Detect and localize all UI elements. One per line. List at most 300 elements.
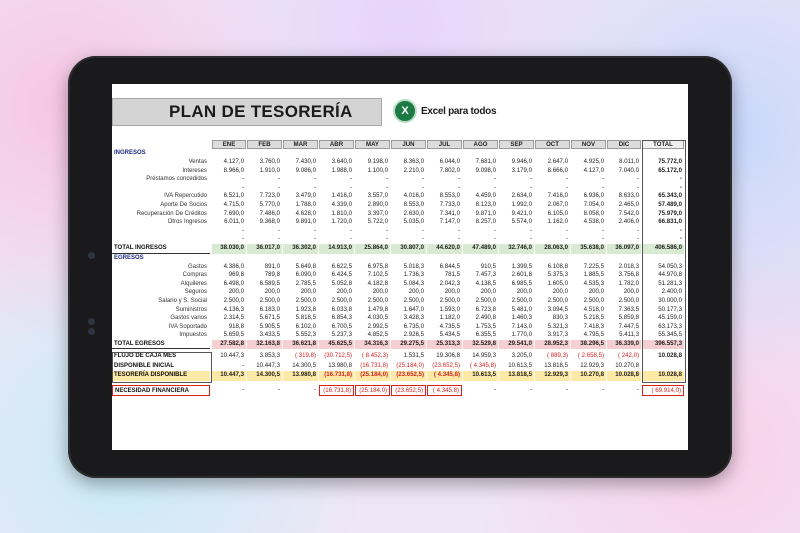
month-cell[interactable]: 2.500,0: [475, 296, 496, 304]
month-cell[interactable]: 2.490,8: [475, 314, 496, 322]
month-cell[interactable]: (25.184,0): [391, 362, 426, 372]
month-cell[interactable]: 4.386,0: [223, 262, 244, 270]
month-cell[interactable]: 2.500,0: [223, 296, 244, 304]
month-cell[interactable]: 2.042,3: [439, 279, 460, 287]
month-cell[interactable]: ( 2.658,5): [571, 352, 606, 362]
column-header[interactable]: MAR: [283, 140, 318, 149]
month-cell[interactable]: 6.090,0: [295, 271, 316, 279]
month-cell[interactable]: 5.770,0: [259, 201, 280, 208]
month-cell[interactable]: 36.621,8: [283, 340, 318, 350]
month-cell[interactable]: -: [277, 385, 280, 393]
month-cell[interactable]: 6.735,0: [403, 322, 424, 330]
month-cell[interactable]: 200,0: [516, 288, 532, 296]
month-cell[interactable]: 36.302,0: [283, 244, 318, 254]
month-cell[interactable]: 7.723,0: [259, 192, 280, 200]
month-cell[interactable]: 8.966,0: [223, 166, 244, 174]
total-cell[interactable]: -: [679, 235, 682, 243]
month-cell[interactable]: 9.198,0: [367, 158, 388, 165]
month-cell[interactable]: -: [313, 175, 316, 183]
month-cell[interactable]: 12.929,3: [535, 371, 570, 381]
month-cell[interactable]: -: [421, 226, 424, 234]
month-cell[interactable]: 2.890,0: [367, 201, 388, 208]
month-cell[interactable]: ( 4.345,8): [427, 371, 462, 381]
month-cell[interactable]: 13.980,8: [283, 371, 318, 381]
month-cell[interactable]: 781,5: [444, 271, 460, 279]
month-cell[interactable]: 1.885,5: [583, 271, 604, 279]
month-cell[interactable]: -: [277, 226, 280, 234]
month-cell[interactable]: (30.712,5): [319, 352, 354, 362]
total-cell[interactable]: 55.345,5: [658, 331, 682, 339]
month-cell[interactable]: -: [349, 235, 352, 243]
month-cell[interactable]: 1.416,0: [331, 192, 352, 200]
month-cell[interactable]: 1.992,0: [511, 201, 532, 208]
month-cell[interactable]: (23.652,5): [391, 385, 426, 396]
month-cell[interactable]: ( 242,0): [607, 352, 641, 362]
month-cell[interactable]: 5.574,0: [511, 218, 532, 226]
month-cell[interactable]: 969,8: [228, 271, 244, 279]
month-cell[interactable]: ( 319,8): [283, 352, 318, 362]
month-cell[interactable]: 9.891,0: [295, 218, 316, 226]
month-cell[interactable]: 7.363,5: [618, 305, 639, 313]
month-cell[interactable]: -: [421, 175, 424, 183]
month-cell[interactable]: 2.634,0: [511, 192, 532, 200]
month-cell[interactable]: 10.028,8: [607, 371, 641, 381]
month-cell[interactable]: 28.063,0: [535, 244, 570, 254]
month-cell[interactable]: -: [529, 235, 532, 243]
month-cell[interactable]: 9.871,0: [475, 209, 496, 217]
total-cell[interactable]: 54.050,3: [658, 262, 682, 270]
month-cell[interactable]: 7.802,0: [439, 166, 460, 174]
month-cell[interactable]: 2.647,0: [547, 158, 568, 165]
month-cell[interactable]: 3.179,0: [511, 166, 532, 174]
month-cell[interactable]: -: [277, 235, 280, 243]
month-cell[interactable]: 6.033,8: [331, 305, 352, 313]
month-cell[interactable]: 5.084,3: [403, 279, 424, 287]
month-cell[interactable]: 2.500,0: [367, 296, 388, 304]
month-cell[interactable]: -: [421, 183, 424, 191]
total-cell[interactable]: 65.343,0: [658, 192, 682, 200]
month-cell[interactable]: 2.500,0: [511, 296, 532, 304]
month-cell[interactable]: -: [241, 183, 244, 191]
month-cell[interactable]: -: [636, 183, 639, 191]
month-cell[interactable]: 4.136,3: [223, 305, 244, 313]
month-cell[interactable]: 1.460,3: [511, 314, 532, 322]
month-cell[interactable]: 34.316,3: [355, 340, 390, 350]
month-cell[interactable]: 1.810,0: [331, 209, 352, 217]
month-cell[interactable]: 8.058,0: [583, 209, 604, 217]
month-cell[interactable]: 13.980,8: [319, 362, 354, 372]
month-cell[interactable]: 200,0: [408, 288, 424, 296]
month-cell[interactable]: 8.553,0: [403, 201, 424, 208]
month-cell[interactable]: 25.313,3: [427, 340, 462, 350]
month-cell[interactable]: (23.652,5): [391, 371, 426, 381]
month-cell[interactable]: ( 889,3): [535, 352, 570, 362]
month-cell[interactable]: 6.700,5: [331, 322, 352, 330]
month-cell[interactable]: 27.582,8: [212, 340, 246, 350]
total-cell[interactable]: 57.489,0: [658, 201, 682, 208]
month-cell[interactable]: 4.030,5: [367, 314, 388, 322]
month-cell[interactable]: (25.184,0): [355, 371, 390, 381]
month-cell[interactable]: -: [493, 385, 496, 393]
total-cell[interactable]: 65.172,0: [658, 166, 682, 174]
month-cell[interactable]: 5.671,5: [259, 314, 280, 322]
month-cell[interactable]: 1.399,5: [511, 262, 532, 270]
month-cell[interactable]: (23.652,5): [427, 362, 462, 372]
month-cell[interactable]: 25.864,0: [355, 244, 390, 254]
month-cell[interactable]: 6.723,8: [475, 305, 496, 313]
month-cell[interactable]: 5.375,3: [547, 271, 568, 279]
month-cell[interactable]: 10.613,5: [499, 362, 534, 372]
month-cell[interactable]: 29.541,0: [499, 340, 534, 350]
month-cell[interactable]: -: [493, 226, 496, 234]
month-cell[interactable]: 47.489,0: [463, 244, 498, 254]
total-cell[interactable]: 396.557,3: [642, 340, 684, 350]
month-cell[interactable]: -: [636, 175, 639, 183]
column-header[interactable]: ABR: [319, 140, 354, 149]
month-cell[interactable]: 7.430,0: [295, 158, 316, 165]
month-cell[interactable]: 8.666,0: [547, 166, 568, 174]
total-cell[interactable]: 51.281,3: [658, 279, 682, 287]
month-cell[interactable]: 1.736,3: [403, 271, 424, 279]
month-cell[interactable]: 6.844,5: [439, 262, 460, 270]
month-cell[interactable]: 9.368,0: [259, 218, 280, 226]
month-cell[interactable]: (16.731,8): [355, 362, 390, 372]
month-cell[interactable]: 910,5: [480, 262, 496, 270]
month-cell[interactable]: 4.459,0: [475, 192, 496, 200]
month-cell[interactable]: 8.633,0: [618, 192, 639, 200]
month-cell[interactable]: 3.397,0: [367, 209, 388, 217]
month-cell[interactable]: -: [313, 385, 316, 393]
month-cell[interactable]: -: [636, 226, 639, 234]
month-cell[interactable]: 6.108,8: [547, 262, 568, 270]
month-cell[interactable]: 5.237,3: [331, 331, 352, 339]
month-cell[interactable]: 918,8: [228, 322, 244, 330]
month-cell[interactable]: -: [529, 385, 532, 393]
month-cell[interactable]: -: [601, 183, 604, 191]
month-cell[interactable]: 6.975,8: [367, 262, 388, 270]
month-cell[interactable]: 45.625,5: [319, 340, 354, 350]
month-cell[interactable]: 19.306,8: [427, 352, 462, 362]
month-cell[interactable]: (16.731,8): [319, 385, 354, 396]
month-cell[interactable]: 4.182,8: [367, 279, 388, 287]
month-cell[interactable]: 2.500,0: [547, 296, 568, 304]
total-cell[interactable]: 63.173,3: [658, 322, 682, 330]
month-cell[interactable]: -: [636, 385, 639, 393]
month-cell[interactable]: 5.052,8: [331, 279, 352, 287]
month-cell[interactable]: 7.542,0: [618, 209, 639, 217]
column-header[interactable]: TOTAL: [642, 140, 684, 149]
month-cell[interactable]: 3.917,3: [547, 331, 568, 339]
month-cell[interactable]: -: [313, 226, 316, 234]
month-cell[interactable]: 1.100,0: [367, 166, 388, 174]
month-cell[interactable]: 6.622,5: [331, 262, 352, 270]
total-cell[interactable]: 75.979,0: [658, 209, 682, 217]
month-cell[interactable]: 14.959,3: [463, 352, 498, 362]
month-cell[interactable]: -: [241, 385, 244, 393]
month-cell[interactable]: -: [565, 235, 568, 243]
month-cell[interactable]: 891,0: [264, 262, 280, 270]
month-cell[interactable]: 4.016,0: [403, 192, 424, 200]
month-cell[interactable]: 7.457,3: [475, 271, 496, 279]
month-cell[interactable]: 5.649,8: [295, 262, 316, 270]
month-cell[interactable]: -: [349, 226, 352, 234]
column-header[interactable]: DIC: [607, 140, 641, 149]
month-cell[interactable]: 7.341,0: [439, 209, 460, 217]
month-cell[interactable]: 7.733,0: [439, 201, 460, 208]
total-cell[interactable]: -: [679, 183, 682, 191]
total-cell[interactable]: 44.970,8: [658, 271, 682, 279]
month-cell[interactable]: 2.926,5: [403, 331, 424, 339]
month-cell[interactable]: 3.756,8: [618, 271, 639, 279]
month-cell[interactable]: -: [457, 235, 460, 243]
month-cell[interactable]: 6.985,5: [511, 279, 532, 287]
month-cell[interactable]: 7.225,5: [583, 262, 604, 270]
month-cell[interactable]: 1.782,0: [618, 279, 639, 287]
month-cell[interactable]: -: [241, 226, 244, 234]
column-header[interactable]: FEB: [247, 140, 282, 149]
month-cell[interactable]: 32.163,8: [247, 340, 282, 350]
month-cell[interactable]: 830,3: [552, 314, 568, 322]
month-cell[interactable]: 4.127,0: [223, 158, 244, 165]
month-cell[interactable]: -: [457, 175, 460, 183]
month-cell[interactable]: 1.593,0: [439, 305, 460, 313]
total-cell[interactable]: -: [679, 175, 682, 183]
month-cell[interactable]: -: [385, 175, 388, 183]
month-cell[interactable]: 4.538,0: [583, 218, 604, 226]
month-cell[interactable]: 7.416,0: [547, 192, 568, 200]
month-cell[interactable]: 5.552,3: [295, 331, 316, 339]
month-cell[interactable]: 2.601,8: [511, 271, 532, 279]
month-cell[interactable]: 1.988,0: [331, 166, 352, 174]
month-cell[interactable]: -: [457, 226, 460, 234]
month-cell[interactable]: 3.094,5: [547, 305, 568, 313]
month-cell[interactable]: 4.795,5: [583, 331, 604, 339]
month-cell[interactable]: 4.925,0: [583, 158, 604, 165]
month-cell[interactable]: 6.183,0: [259, 305, 280, 313]
month-cell[interactable]: ( 4.345,8): [463, 362, 498, 372]
month-cell[interactable]: -: [241, 235, 244, 243]
month-cell[interactable]: 2.500,0: [583, 296, 604, 304]
month-cell[interactable]: 1.720,0: [331, 218, 352, 226]
month-cell[interactable]: 7.418,3: [583, 322, 604, 330]
month-cell[interactable]: 2.210,0: [403, 166, 424, 174]
month-cell[interactable]: 36.017,0: [247, 244, 282, 254]
month-cell[interactable]: 2.992,5: [367, 322, 388, 330]
month-cell[interactable]: 200,0: [444, 288, 460, 296]
month-cell[interactable]: 7.102,5: [367, 271, 388, 279]
total-cell[interactable]: 2.400,0: [661, 288, 682, 296]
month-cell[interactable]: 10.447,3: [212, 352, 246, 362]
month-cell[interactable]: 5.722,0: [367, 218, 388, 226]
month-cell[interactable]: 200,0: [336, 288, 352, 296]
month-cell[interactable]: 5.411,3: [619, 331, 639, 339]
month-cell[interactable]: 5.818,5: [295, 314, 316, 322]
month-cell[interactable]: 7.690,0: [223, 209, 244, 217]
month-cell[interactable]: 4.628,0: [295, 209, 316, 217]
month-cell[interactable]: 3.640,0: [331, 158, 352, 165]
month-cell[interactable]: 13.818,5: [499, 371, 534, 381]
month-cell[interactable]: 6.011,0: [224, 218, 244, 226]
month-cell[interactable]: 7.054,0: [583, 201, 604, 208]
month-cell[interactable]: 4.127,0: [583, 166, 604, 174]
total-cell[interactable]: 10.028,8: [642, 371, 684, 381]
month-cell[interactable]: 7.681,0: [475, 158, 496, 165]
column-header[interactable]: JUL: [427, 140, 462, 149]
month-cell[interactable]: 36.339,0: [607, 340, 641, 350]
month-cell[interactable]: 1.182,0: [439, 314, 460, 322]
month-cell[interactable]: 200,0: [264, 288, 280, 296]
month-cell[interactable]: 29.275,5: [391, 340, 426, 350]
total-cell[interactable]: 406.586,0: [642, 244, 684, 254]
month-cell[interactable]: 7.143,0: [511, 322, 532, 330]
total-cell[interactable]: 45.159,0: [658, 314, 682, 322]
month-cell[interactable]: 2.018,3: [618, 262, 639, 270]
month-cell[interactable]: 7.040,0: [618, 166, 639, 174]
month-cell[interactable]: 5.859,8: [618, 314, 639, 322]
month-cell[interactable]: 1.788,0: [295, 201, 316, 208]
month-cell[interactable]: 8.257,0: [475, 218, 496, 226]
month-cell[interactable]: 200,0: [372, 288, 388, 296]
column-header[interactable]: NOV: [571, 140, 606, 149]
month-cell[interactable]: 4.518,0: [583, 305, 604, 313]
month-cell[interactable]: -: [349, 175, 352, 183]
month-cell[interactable]: 6.102,0: [295, 322, 316, 330]
month-cell[interactable]: 3.760,0: [259, 158, 280, 165]
month-cell[interactable]: 8.553,0: [439, 192, 460, 200]
month-cell[interactable]: -: [313, 235, 316, 243]
month-cell[interactable]: 5.035,0: [403, 218, 424, 226]
month-cell[interactable]: -: [636, 235, 639, 243]
month-cell[interactable]: 8.123,0: [475, 201, 496, 208]
month-cell[interactable]: 8.011,0: [619, 158, 639, 165]
month-cell[interactable]: 1.910,0: [259, 166, 280, 174]
month-cell[interactable]: 6.936,0: [583, 192, 604, 200]
month-cell[interactable]: 1.923,8: [295, 305, 316, 313]
month-cell[interactable]: 9.098,0: [475, 166, 496, 174]
column-header[interactable]: OCT: [535, 140, 570, 149]
month-cell[interactable]: 2.067,0: [547, 201, 568, 208]
month-cell[interactable]: -: [529, 175, 532, 183]
month-cell[interactable]: 1.162,0: [547, 218, 568, 226]
month-cell[interactable]: 9.086,0: [295, 166, 316, 174]
month-cell[interactable]: 12.929,3: [571, 362, 606, 372]
month-cell[interactable]: -: [565, 183, 568, 191]
month-cell[interactable]: 4.535,3: [583, 279, 604, 287]
month-cell[interactable]: 2.500,0: [439, 296, 460, 304]
column-header[interactable]: JUN: [391, 140, 426, 149]
month-cell[interactable]: 7.147,0: [439, 218, 460, 226]
month-cell[interactable]: -: [313, 183, 316, 191]
month-cell[interactable]: -: [601, 235, 604, 243]
month-cell[interactable]: -: [385, 226, 388, 234]
month-cell[interactable]: (16.731,8): [319, 371, 354, 381]
month-cell[interactable]: 4.852,5: [367, 331, 388, 339]
month-cell[interactable]: 8.363,0: [403, 158, 424, 165]
total-cell[interactable]: 50.177,3: [658, 305, 682, 313]
month-cell[interactable]: 2.630,0: [403, 209, 424, 217]
month-cell[interactable]: 5.659,5: [223, 331, 244, 339]
month-cell[interactable]: 2.500,0: [331, 296, 352, 304]
month-cell[interactable]: -: [529, 226, 532, 234]
month-cell[interactable]: 4.735,5: [439, 322, 460, 330]
column-header[interactable]: AGO: [463, 140, 498, 149]
month-cell[interactable]: 4.339,0: [331, 201, 352, 208]
month-cell[interactable]: 2.465,0: [618, 201, 639, 208]
month-cell[interactable]: 7.447,5: [618, 322, 639, 330]
month-cell[interactable]: -: [212, 362, 246, 372]
month-cell[interactable]: 6.044,0: [439, 158, 460, 165]
month-cell[interactable]: 38.030,0: [212, 244, 246, 254]
month-cell[interactable]: 6.105,0: [547, 209, 568, 217]
month-cell[interactable]: 200,0: [623, 288, 639, 296]
month-cell[interactable]: -: [493, 235, 496, 243]
month-cell[interactable]: 14.300,5: [247, 371, 282, 381]
month-cell[interactable]: 789,8: [264, 271, 280, 279]
column-header[interactable]: SEP: [499, 140, 534, 149]
month-cell[interactable]: 14.300,5: [283, 362, 318, 372]
total-cell[interactable]: 30.000,0: [658, 296, 682, 304]
month-cell[interactable]: 5.321,3: [547, 322, 568, 330]
month-cell[interactable]: 5.018,3: [403, 262, 424, 270]
month-cell[interactable]: 1.479,8: [367, 305, 388, 313]
month-cell[interactable]: -: [601, 385, 604, 393]
month-cell[interactable]: 13.818,5: [535, 362, 570, 372]
month-cell[interactable]: -: [385, 183, 388, 191]
month-cell[interactable]: -: [601, 175, 604, 183]
month-cell[interactable]: 6.355,5: [475, 331, 496, 339]
month-cell[interactable]: 5.481,0: [511, 305, 532, 313]
month-cell[interactable]: 7.486,0: [259, 209, 280, 217]
month-cell[interactable]: -: [493, 183, 496, 191]
total-cell[interactable]: 10.028,8: [642, 352, 684, 362]
month-cell[interactable]: 3.557,0: [367, 192, 388, 200]
month-cell[interactable]: 3.433,5: [259, 331, 280, 339]
month-cell[interactable]: 32.746,0: [499, 244, 534, 254]
month-cell[interactable]: 2.406,0: [618, 218, 639, 226]
month-cell[interactable]: 28.952,3: [535, 340, 570, 350]
total-cell[interactable]: ( 69.914,0): [642, 385, 684, 396]
month-cell[interactable]: 2.500,0: [618, 296, 639, 304]
month-cell[interactable]: 9.946,0: [511, 158, 532, 165]
month-cell[interactable]: ( 4.345,8): [427, 385, 462, 396]
month-cell[interactable]: 44.620,0: [427, 244, 462, 254]
month-cell[interactable]: -: [241, 175, 244, 183]
month-cell[interactable]: 6.521,0: [223, 192, 244, 200]
month-cell[interactable]: 200,0: [552, 288, 568, 296]
month-cell[interactable]: 32.529,8: [463, 340, 498, 350]
month-cell[interactable]: 1.753,5: [475, 322, 496, 330]
month-cell[interactable]: -: [565, 385, 568, 393]
month-cell[interactable]: 6.589,5: [259, 279, 280, 287]
month-cell[interactable]: 5.905,5: [259, 322, 280, 330]
month-cell[interactable]: 200,0: [228, 288, 244, 296]
month-cell[interactable]: 3.428,3: [403, 314, 424, 322]
month-cell[interactable]: 4.138,5: [475, 279, 496, 287]
month-cell[interactable]: 2.500,0: [259, 296, 280, 304]
month-cell[interactable]: -: [493, 175, 496, 183]
month-cell[interactable]: ( 8.452,3): [355, 352, 390, 362]
month-cell[interactable]: -: [421, 235, 424, 243]
month-cell[interactable]: 35.638,0: [571, 244, 606, 254]
month-cell[interactable]: 1.770,0: [511, 331, 532, 339]
total-cell[interactable]: 75.772,0: [658, 158, 682, 165]
month-cell[interactable]: 38.296,5: [571, 340, 606, 350]
month-cell[interactable]: 10.447,3: [212, 371, 246, 381]
month-cell[interactable]: 3.853,3: [247, 352, 282, 362]
month-cell[interactable]: 6.424,5: [331, 271, 352, 279]
month-cell[interactable]: 14.913,0: [319, 244, 354, 254]
month-cell[interactable]: 200,0: [480, 288, 496, 296]
